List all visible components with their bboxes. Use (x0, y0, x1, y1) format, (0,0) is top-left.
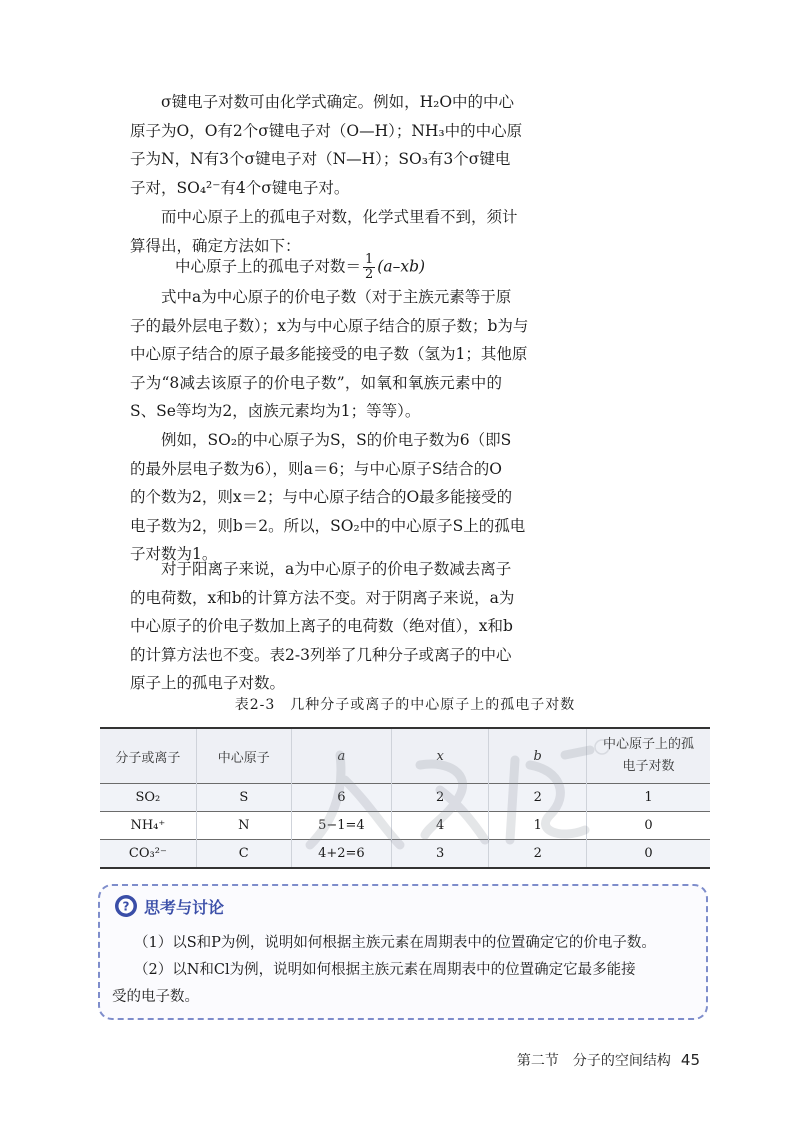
table-cell: N (196, 812, 291, 840)
discussion-title: 思考与讨论 (144, 897, 225, 917)
paragraph-3 (130, 283, 529, 426)
text-line: 原子为O，O有2个σ键电子对（O—H）；NH₃中的中心原 (130, 121, 523, 140)
discussion-question-2: （2）以N和Cl为例，说明如何根据主族元素在周期表中的位置确定它最多能接 (134, 962, 636, 978)
table-cell: C (196, 840, 291, 869)
text-line: 例如，SO₂的中心原子为S，S的价电子数为6（即S (161, 431, 512, 449)
text-line: 子对数为1。 (130, 545, 218, 563)
paragraph-1 (130, 88, 523, 202)
text-line: 中心原子的价电子数加上离子的电荷数（绝对值），x和b (130, 617, 513, 635)
discussion-question-1: （1）以S和P为例，说明如何根据主族元素在周期表中的位置确定它的价电子数。 (134, 935, 656, 951)
table-cell: 6 (291, 784, 391, 812)
table-header-cell: x (391, 728, 489, 784)
table-cell: S (196, 784, 291, 812)
question-icon (114, 894, 138, 918)
table-cell: 1 (586, 784, 710, 812)
formula-label: 中心原子上的孤电子对数＝ (175, 257, 362, 276)
text-line: 子的最外层电子数）；x为与中心原子结合的原子数；b为与 (130, 316, 529, 335)
text-line: 子为N，N有3个σ键电子对（N—H）；SO₃有3个σ键电 (130, 150, 511, 168)
text-line: 中心原子结合的原子最多能接受的电子数（氢为1；其他原 (130, 345, 528, 363)
text-line: 式中a为中心原子的价电子数（对于主族元素等于原 (161, 288, 512, 306)
table-cell: CO₃²⁻ (100, 840, 196, 869)
text-line: 子对，SO₄²⁻有4个σ键电子对。 (130, 178, 350, 197)
table-caption: 表2-3 几种分子或离子的中心原子上的孤电子对数 (234, 697, 576, 713)
paragraph-2 (130, 203, 518, 260)
table-cell: 5−1=4 (291, 812, 391, 840)
table-cell: 2 (489, 784, 587, 812)
text-line: 对于阳离子来说，a为中心原子的价电子数减去离子 (161, 560, 512, 578)
text-line: 的计算方法也不变。表2-3列举了几种分子或离子的中心 (130, 645, 512, 664)
formula-expression: (a–xb) (377, 257, 426, 276)
text-line: 电子数为2，则b＝2。所以，SO₂中的中心原子S上的孤电 (130, 516, 526, 535)
text-line: 而中心原子上的孤电子对数，化学式里看不到，须计 (161, 208, 518, 226)
text-line: 算得出，确定方法如下： (130, 236, 301, 255)
fraction-denominator: 2 (365, 267, 374, 282)
table-header-cell: b (489, 728, 587, 784)
table-header-cell: a (291, 728, 391, 784)
table-header-cell: 中心原子 (196, 728, 291, 784)
table-cell: 0 (586, 812, 710, 840)
table-row (100, 812, 710, 840)
text-line: 子为“8减去该原子的价电子数”，如氧和氧族元素中的 (130, 373, 502, 392)
discussion-question-2-cont: 受的电子数。 (112, 989, 199, 1005)
discussion-header (114, 894, 224, 918)
table-header-cell: 分子或离子 (100, 728, 196, 784)
paragraph-5 (130, 555, 515, 698)
lone-pair-table (100, 727, 710, 869)
section-title: 第二节 分子的空间结构 (516, 1053, 671, 1069)
svg-text:?: ? (122, 899, 130, 914)
text-line: 的个数为2，则x＝2；与中心原子结合的O最多能接受的 (130, 488, 513, 506)
table-cell: 4+2=6 (291, 840, 391, 869)
table-cell: 3 (391, 840, 489, 869)
table-cell: NH₄⁺ (100, 812, 196, 840)
formula-fraction (363, 253, 375, 282)
table-header-cell: 中心原子上的孤电子对数 (586, 728, 710, 784)
text-line: S、Se等均为2，卤族元素均为1；等等）。 (130, 402, 421, 420)
text-line: 的电荷数，x和b的计算方法不变。对于阴离子来说，a为 (130, 588, 515, 607)
table-header-row (100, 728, 710, 784)
table-cell: 0 (586, 840, 710, 869)
table-cell: 2 (391, 784, 489, 812)
page-number: 45 (680, 1051, 700, 1069)
text-line: 原子上的孤电子对数。 (130, 674, 286, 692)
table-cell: 2 (489, 840, 587, 869)
table-cell: SO₂ (100, 784, 196, 812)
text-line: σ键电子对数可由化学式确定。例如，H₂O中的中心 (161, 93, 515, 111)
fraction-numerator: 1 (365, 252, 374, 267)
text-line: 的最外层电子数为6），则a＝6；与中心原子S结合的O (130, 459, 502, 478)
table-row (100, 840, 710, 869)
discussion-box (98, 884, 708, 1020)
table-cell: 4 (391, 812, 489, 840)
page-footer (517, 1050, 700, 1070)
lone-pair-formula (175, 253, 425, 282)
table-cell: 1 (489, 812, 587, 840)
table-row (100, 784, 710, 812)
